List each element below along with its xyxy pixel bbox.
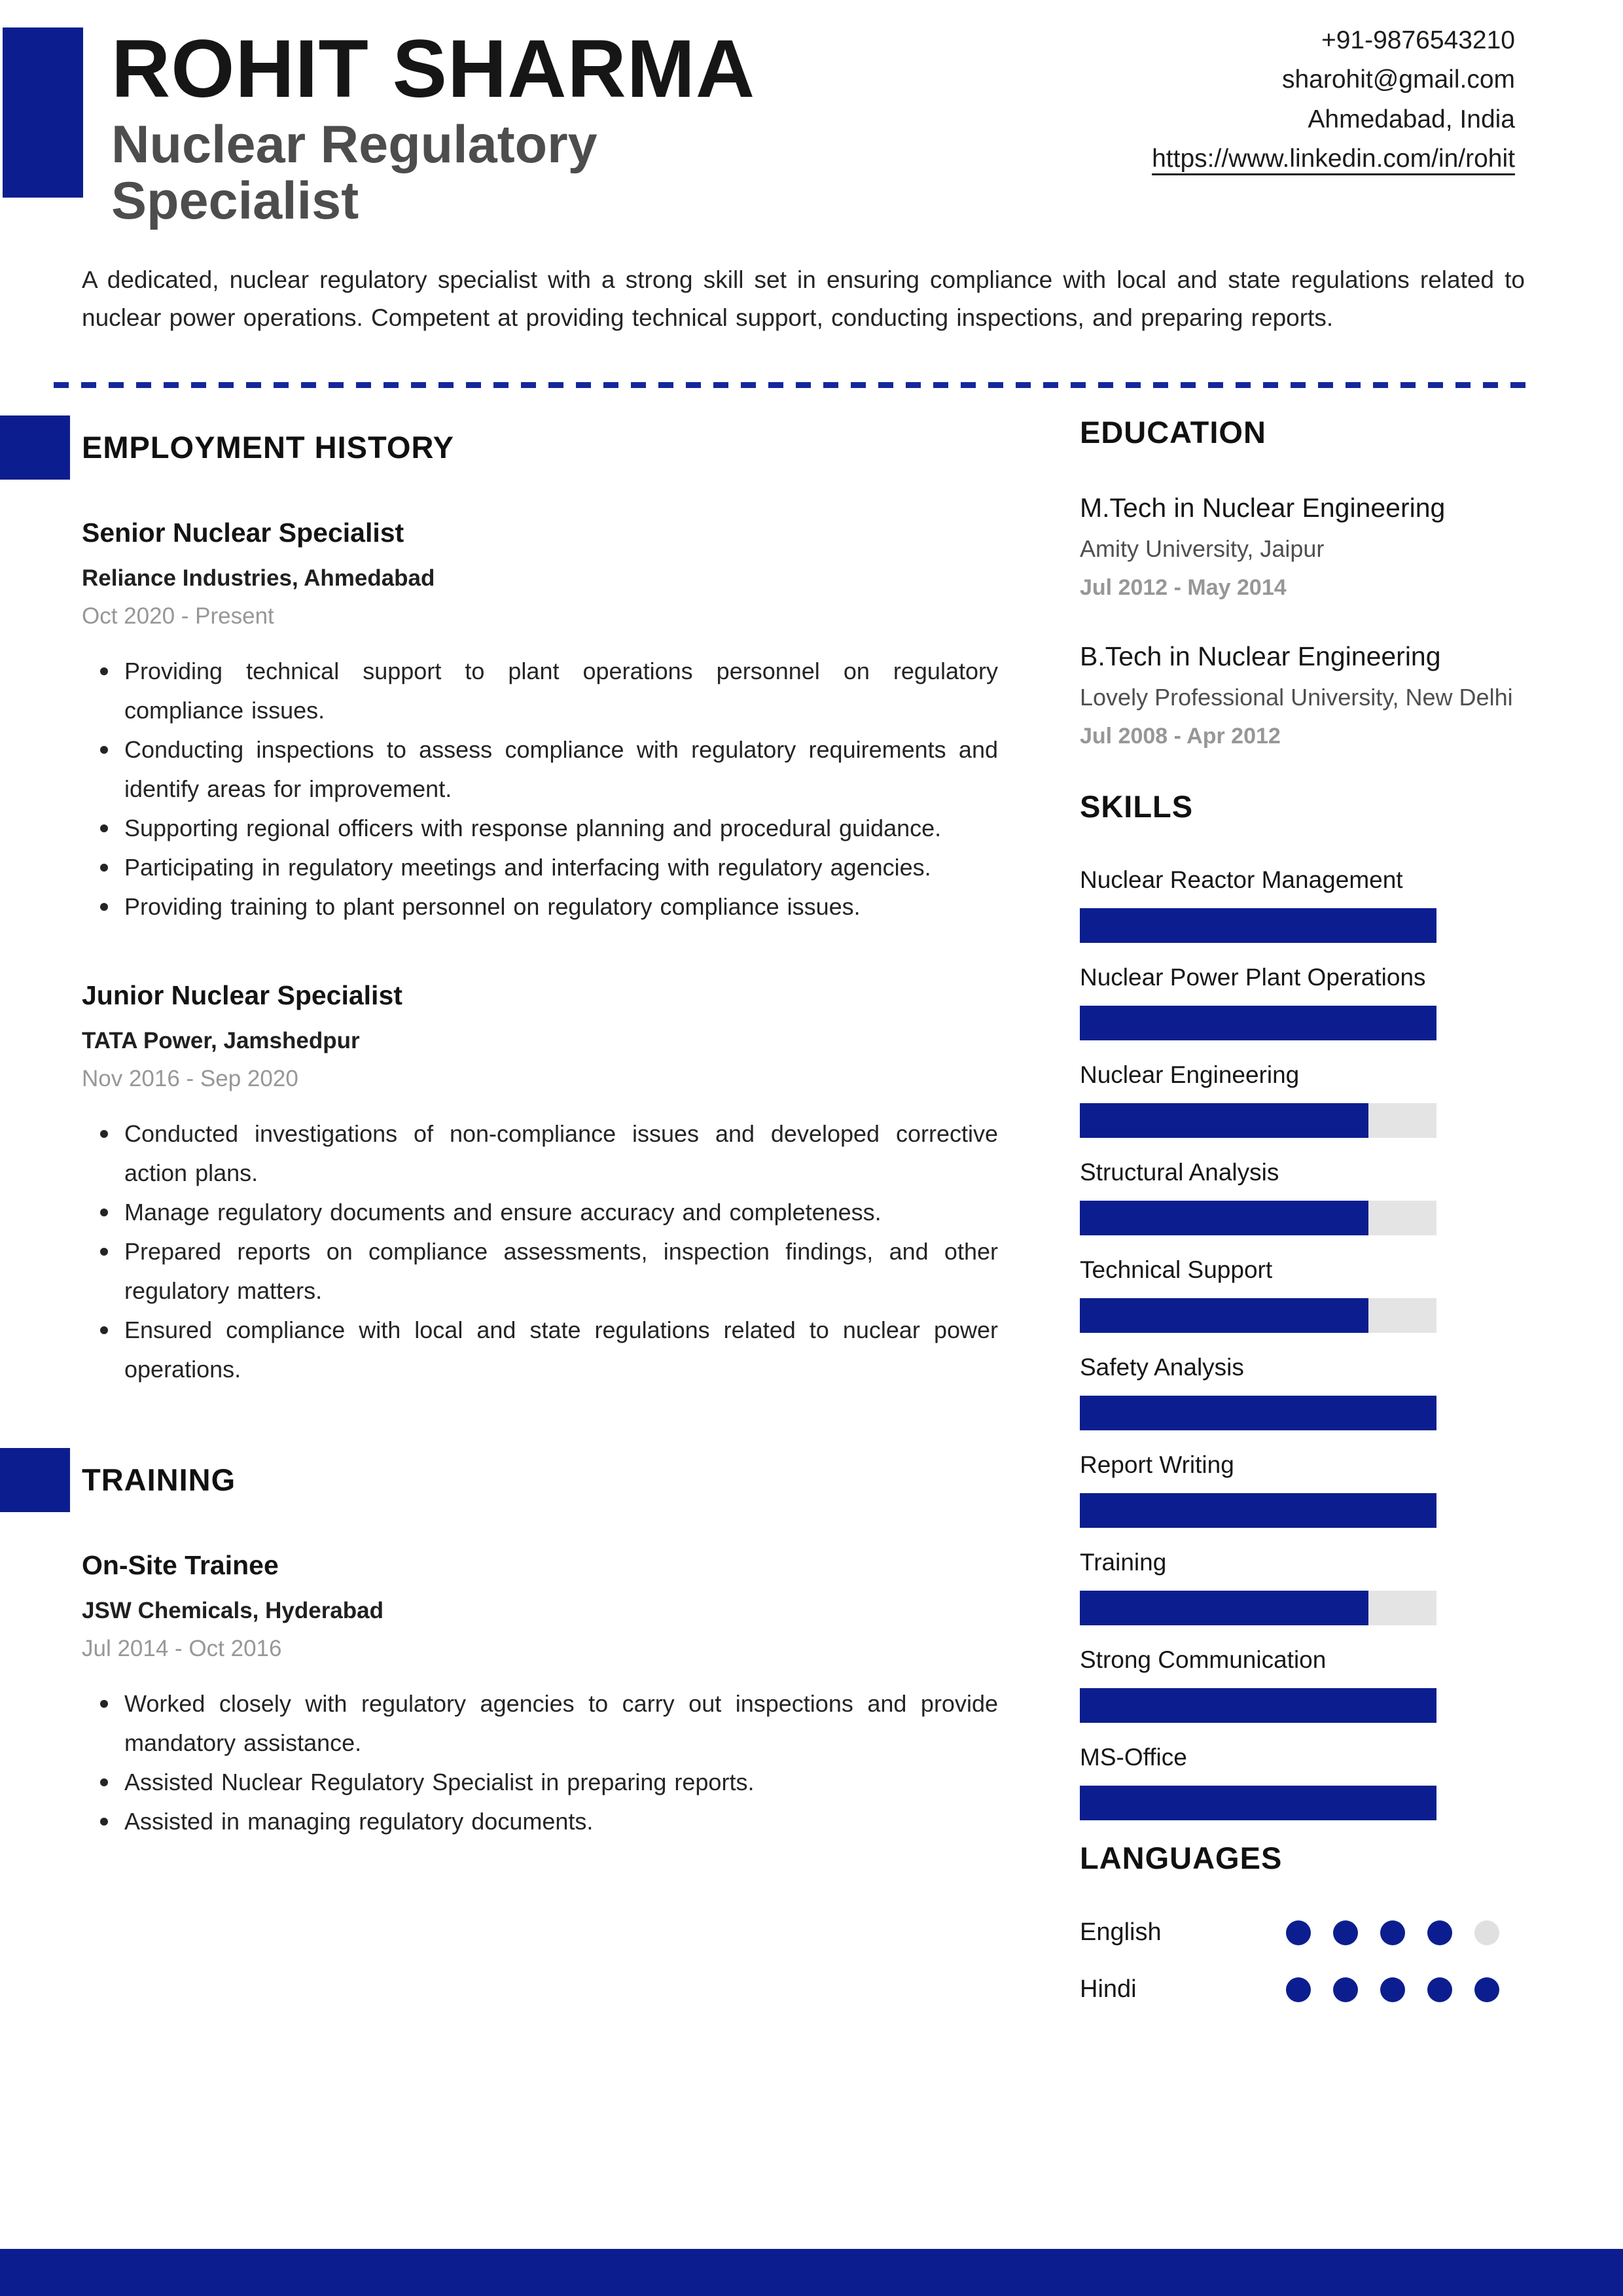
skill-bar-fill — [1080, 1298, 1368, 1333]
education-entry — [1080, 493, 1538, 601]
skill-item — [1080, 1159, 1538, 1235]
skill-label: Nuclear Engineering — [1080, 1061, 1300, 1089]
skill-bar-track — [1080, 1396, 1436, 1430]
language-level-dot — [1474, 1977, 1499, 2002]
language-level-dot — [1427, 1920, 1452, 1945]
skill-item — [1080, 964, 1538, 1040]
education-heading: EDUCATION — [1080, 415, 1266, 450]
summary-text: A dedicated, nuclear regulatory specialist with a strong skill set in ensuring compliance with local and state regulations related to nuclear power operations. Competent at providing technical support, conducting inspections, and preparing reports. — [82, 266, 1525, 331]
skill-label: Training — [1080, 1549, 1167, 1576]
job-bullet: Conducted investigations of non-compliance issues and developed corrective action plans. — [82, 1114, 998, 1193]
skill-bar-track — [1080, 1103, 1436, 1138]
skill-label: Strong Communication — [1080, 1646, 1327, 1674]
language-row — [1080, 1918, 1538, 1947]
skill-bar-track — [1080, 1298, 1436, 1333]
training-section — [82, 1448, 998, 1841]
job-bullet: Supporting regional officers with response planning and procedural guidance. — [82, 809, 998, 848]
skill-item — [1080, 1354, 1538, 1430]
language-level-dots — [1286, 1977, 1499, 2002]
skill-label: Safety Analysis — [1080, 1354, 1244, 1381]
job-bullet: Ensured compliance with local and state regulations related to nuclear power operations. — [82, 1311, 998, 1389]
job-bullet: Assisted in managing regulatory documents. — [82, 1802, 998, 1841]
job-title: On-Site Trainee — [82, 1550, 279, 1581]
main-column — [82, 415, 998, 2032]
skill-item — [1080, 1549, 1538, 1625]
language-level-dot — [1333, 1920, 1358, 1945]
job-dates: Oct 2020 - Present — [82, 603, 274, 629]
sidebar-column — [1080, 415, 1538, 2032]
resume-header — [0, 0, 1623, 230]
dashed-divider — [54, 382, 1538, 388]
education-entry — [1080, 641, 1538, 749]
job-bullet: Assisted Nuclear Regulatory Specialist in preparing reports. — [82, 1763, 998, 1802]
skill-bar-track — [1080, 1201, 1436, 1235]
job-bullet-list — [82, 652, 998, 927]
skill-item — [1080, 1256, 1538, 1333]
education-degree: M.Tech in Nuclear Engineering — [1080, 493, 1446, 523]
job-company: Reliance Industries, Ahmedabad — [82, 565, 435, 592]
skill-bar-track — [1080, 1591, 1436, 1625]
contact-block — [1152, 21, 1515, 179]
footer-accent-bar — [0, 2249, 1623, 2296]
job-dates: Jul 2014 - Oct 2016 — [82, 1636, 282, 1662]
skill-item — [1080, 866, 1538, 943]
job-title: Junior Nuclear Specialist — [82, 980, 402, 1011]
job-entry — [82, 518, 998, 927]
job-company: JSW Chemicals, Hyderabad — [82, 1598, 383, 1624]
employment-heading: EMPLOYMENT HISTORY — [82, 415, 998, 480]
candidate-title: Nuclear Regulatory Specialist — [111, 115, 597, 231]
skill-bar-fill — [1080, 1493, 1436, 1528]
content-columns — [0, 388, 1623, 2032]
education-school: Amity University, Jaipur — [1080, 535, 1325, 563]
job-bullet: Prepared reports on compliance assessments, inspection findings, and other regulatory matters. — [82, 1232, 998, 1311]
skill-item — [1080, 1061, 1538, 1138]
job-title: Senior Nuclear Specialist — [82, 518, 404, 548]
skills-heading: SKILLS — [1080, 788, 1194, 824]
job-bullet: Conducting inspections to assess compliance with regulatory requirements and identify areas for improvement. — [82, 730, 998, 809]
skill-item — [1080, 1451, 1538, 1528]
job-bullet: Worked closely with regulatory agencies to carry out inspections and provide mandatory assistance. — [82, 1684, 998, 1763]
education-school: Lovely Professional University, New Delhi — [1080, 683, 1513, 711]
language-label: Hindi — [1080, 1975, 1137, 2004]
language-label: English — [1080, 1918, 1162, 1947]
job-bullet: Manage regulatory documents and ensure accuracy and completeness. — [82, 1193, 998, 1232]
skill-label: MS-Office — [1080, 1744, 1187, 1771]
contact-email: sharohit@gmail.com — [1281, 65, 1515, 94]
skill-bar-fill — [1080, 1006, 1436, 1040]
contact-phone: +91-9876543210 — [1321, 26, 1515, 54]
job-bullet: Providing training to plant personnel on regulatory compliance issues. — [82, 887, 998, 927]
skill-bar-fill — [1080, 1688, 1436, 1723]
language-level-dot — [1380, 1920, 1405, 1945]
skill-bar-fill — [1080, 908, 1436, 943]
language-level-dot — [1333, 1977, 1358, 2002]
language-level-dots — [1286, 1920, 1499, 1945]
language-level-dot — [1286, 1920, 1311, 1945]
skill-bar-track — [1080, 1493, 1436, 1528]
job-bullet: Participating in regulatory meetings and interfacing with regulatory agencies. — [82, 848, 998, 887]
language-level-dot — [1286, 1977, 1311, 2002]
languages-heading: LANGUAGES — [1080, 1841, 1283, 1876]
skill-label: Report Writing — [1080, 1451, 1234, 1479]
job-bullet-list — [82, 1684, 998, 1841]
language-row — [1080, 1975, 1538, 2004]
job-entry — [82, 980, 998, 1389]
job-bullet: Providing technical support to plant operations personnel on regulatory compliance issues. — [82, 652, 998, 730]
candidate-name: ROHIT SHARMA — [111, 24, 756, 115]
education-dates: Jul 2008 - Apr 2012 — [1080, 723, 1281, 749]
language-level-dot — [1474, 1920, 1499, 1945]
skill-bar-track — [1080, 1688, 1436, 1723]
skill-item — [1080, 1646, 1538, 1723]
skill-bar-track — [1080, 1006, 1436, 1040]
language-level-dot — [1380, 1977, 1405, 2002]
job-dates: Nov 2016 - Sep 2020 — [82, 1066, 298, 1092]
job-entry — [82, 1550, 998, 1841]
skill-label: Nuclear Reactor Management — [1080, 866, 1403, 894]
skill-bar-track — [1080, 1786, 1436, 1820]
skill-bar-track — [1080, 908, 1436, 943]
training-heading: TRAINING — [82, 1448, 998, 1512]
education-degree: B.Tech in Nuclear Engineering — [1080, 641, 1441, 671]
skill-bar-fill — [1080, 1591, 1368, 1625]
education-dates: Jul 2012 - May 2014 — [1080, 574, 1287, 600]
skill-bar-fill — [1080, 1103, 1368, 1138]
skill-bar-fill — [1080, 1201, 1368, 1235]
skill-bar-fill — [1080, 1396, 1436, 1430]
skill-label: Structural Analysis — [1080, 1159, 1279, 1186]
skill-item — [1080, 1744, 1538, 1820]
linkedin-link[interactable]: https://www.linkedin.com/in/rohit — [1152, 145, 1515, 173]
skill-label: Technical Support — [1080, 1256, 1273, 1284]
language-level-dot — [1427, 1977, 1452, 2002]
contact-location: Ahmedabad, India — [1308, 105, 1515, 133]
job-company: TATA Power, Jamshedpur — [82, 1028, 360, 1054]
employment-section — [82, 415, 998, 1389]
job-bullet-list — [82, 1114, 998, 1389]
skill-label: Nuclear Power Plant Operations — [1080, 964, 1426, 991]
skill-bar-fill — [1080, 1786, 1436, 1820]
